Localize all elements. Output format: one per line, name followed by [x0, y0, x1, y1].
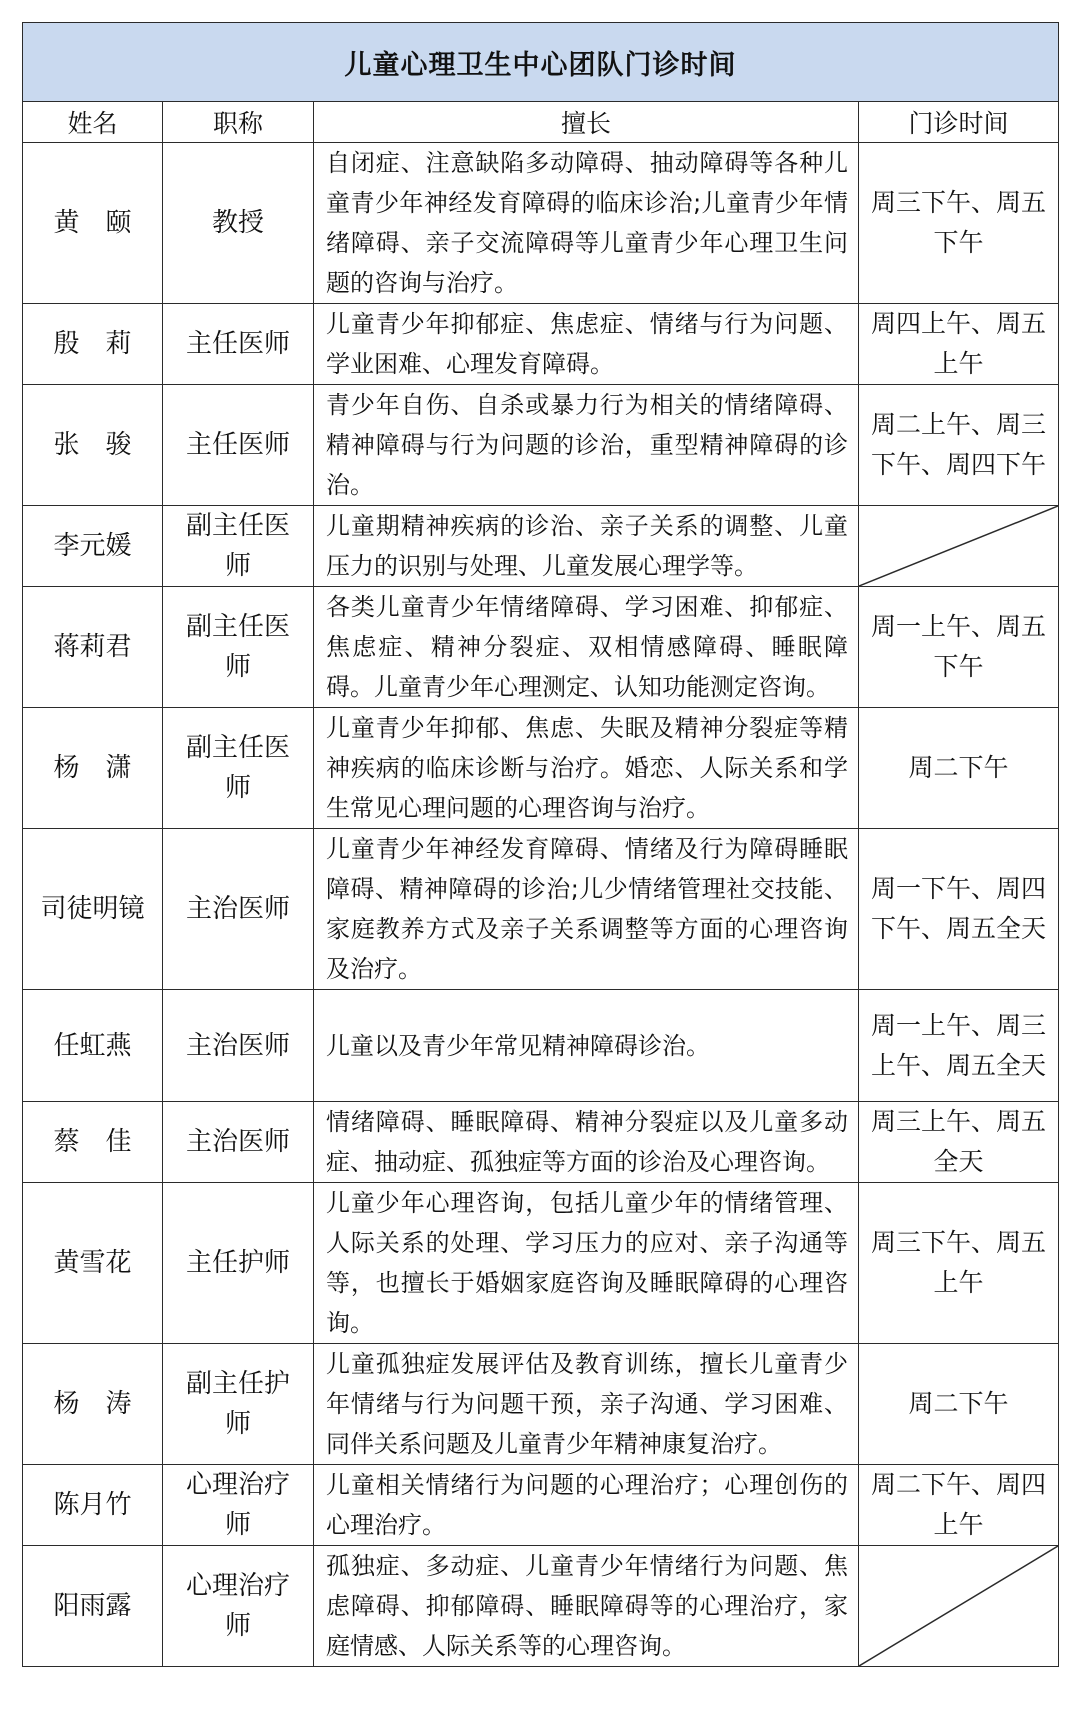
table-row: [23, 385, 1059, 506]
clinic-time: 周三下午、周五上午: [859, 1183, 1059, 1344]
doctor-title: 副主任护师: [163, 1344, 314, 1465]
table-row: [23, 1465, 1059, 1546]
doctor-name: 张 骏: [23, 385, 163, 506]
header-title: 职称: [163, 102, 314, 143]
doctor-title: 副主任医师: [163, 587, 314, 708]
header-name: 姓名: [23, 102, 163, 143]
doctor-specialty: 儿童孤独症发展评估及教育训练，擅长儿童青少年情绪与行为问题干预，亲子沟通、学习困难、同伴关系问题及儿童青少年精神康复治疗。: [314, 1344, 859, 1465]
doctor-name: 黄 颐: [23, 143, 163, 304]
doctor-name: 任虹燕: [23, 990, 163, 1102]
doctor-title: 副主任医师: [163, 708, 314, 829]
doctor-title: 教授: [163, 143, 314, 304]
table-row: [23, 1546, 1059, 1667]
doctor-title: 主治医师: [163, 990, 314, 1102]
clinic-time: 周二下午、周四上午: [859, 1465, 1059, 1546]
doctor-specialty: 自闭症、注意缺陷多动障碍、抽动障碍等各种儿童青少年神经发育障碍的临床诊治;儿童青少年情绪障碍、亲子交流障碍等儿童青少年心理卫生问题的咨询与治疗。: [314, 143, 859, 304]
doctor-name: 黄雪花: [23, 1183, 163, 1344]
doctor-title: 主任医师: [163, 385, 314, 506]
header-row: [23, 102, 1059, 143]
doctor-specialty: 儿童青少年抑郁、焦虑、失眠及精神分裂症等精神疾病的临床诊断与治疗。婚恋、人际关系和学生常见心理问题的心理咨询与治疗。: [314, 708, 859, 829]
doctor-title: 心理治疗师: [163, 1546, 314, 1667]
clinic-time-empty: [859, 506, 1059, 587]
table-row: [23, 990, 1059, 1102]
doctor-specialty: 儿童相关情绪行为问题的心理治疗；心理创伤的心理治疗。: [314, 1465, 859, 1546]
clinic-time: 周二下午: [859, 1344, 1059, 1465]
clinic-time-empty: [859, 1546, 1059, 1667]
doctor-title: 主治医师: [163, 1102, 314, 1183]
clinic-time: 周四上午、周五上午: [859, 304, 1059, 385]
doctor-name: 蔡 佳: [23, 1102, 163, 1183]
clinic-time: 周一上午、周五下午: [859, 587, 1059, 708]
clinic-time: 周三下午、周五下午: [859, 143, 1059, 304]
doctor-title: 心理治疗师: [163, 1465, 314, 1546]
diagonal-slash: [859, 506, 1058, 586]
doctor-specialty: 儿童以及青少年常见精神障碍诊治。: [314, 990, 859, 1102]
schedule-table: [22, 22, 1059, 1667]
doctor-name: 阳雨露: [23, 1546, 163, 1667]
doctor-specialty: 各类儿童青少年情绪障碍、学习困难、抑郁症、焦虑症、精神分裂症、双相情感障碍、睡眠障碍。儿童青少年心理测定、认知功能测定咨询。: [314, 587, 859, 708]
doctor-specialty: 儿童少年心理咨询，包括儿童少年的情绪管理、人际关系的处理、学习压力的应对、亲子沟通等等，也擅长于婚姻家庭咨询及睡眠障碍的心理咨询。: [314, 1183, 859, 1344]
diagonal-slash: [859, 1546, 1058, 1666]
table-title: 儿童心理卫生中心团队门诊时间: [23, 23, 1059, 102]
doctor-title: 主治医师: [163, 829, 314, 990]
clinic-time: 周一上午、周三上午、周五全天: [859, 990, 1059, 1102]
schedule-document: [22, 22, 1058, 1667]
table-row: [23, 506, 1059, 587]
doctor-name: 杨 涛: [23, 1344, 163, 1465]
doctor-name: 陈月竹: [23, 1465, 163, 1546]
clinic-time: 周二上午、周三下午、周四下午: [859, 385, 1059, 506]
doctor-name: 司徒明镜: [23, 829, 163, 990]
table-row: [23, 829, 1059, 990]
doctor-specialty: 孤独症、多动症、儿童青少年情绪行为问题、焦虑障碍、抑郁障碍、睡眠障碍等的心理治疗，家庭情感、人际关系等的心理咨询。: [314, 1546, 859, 1667]
clinic-time: 周二下午: [859, 708, 1059, 829]
table-row: [23, 1183, 1059, 1344]
doctor-name: 殷 莉: [23, 304, 163, 385]
clinic-time: 周一下午、周四下午、周五全天: [859, 829, 1059, 990]
doctor-specialty: 儿童青少年抑郁症、焦虑症、情绪与行为问题、学业困难、心理发育障碍。: [314, 304, 859, 385]
doctor-name: 蒋莉君: [23, 587, 163, 708]
table-row: [23, 1344, 1059, 1465]
doctor-specialty: 青少年自伤、自杀或暴力行为相关的情绪障碍、精神障碍与行为问题的诊治，重型精神障碍的诊治。: [314, 385, 859, 506]
table-row: [23, 304, 1059, 385]
table-row: [23, 587, 1059, 708]
doctor-name: 李元媛: [23, 506, 163, 587]
header-specialty: 擅长: [314, 102, 859, 143]
clinic-time: 周三上午、周五全天: [859, 1102, 1059, 1183]
doctor-specialty: 儿童青少年神经发育障碍、情绪及行为障碍睡眠障碍、精神障碍的诊治;儿少情绪管理社交技能、家庭教养方式及亲子关系调整等方面的心理咨询及治疗。: [314, 829, 859, 990]
doctor-title: 主任护师: [163, 1183, 314, 1344]
doctor-name: 杨 潇: [23, 708, 163, 829]
doctor-title: 主任医师: [163, 304, 314, 385]
table-row: [23, 1102, 1059, 1183]
doctor-specialty: 情绪障碍、睡眠障碍、精神分裂症以及儿童多动症、抽动症、孤独症等方面的诊治及心理咨询。: [314, 1102, 859, 1183]
table-row: [23, 143, 1059, 304]
header-time: 门诊时间: [859, 102, 1059, 143]
table-row: [23, 708, 1059, 829]
doctor-title: 副主任医师: [163, 506, 314, 587]
doctor-specialty: 儿童期精神疾病的诊治、亲子关系的调整、儿童压力的识别与处理、儿童发展心理学等。: [314, 506, 859, 587]
